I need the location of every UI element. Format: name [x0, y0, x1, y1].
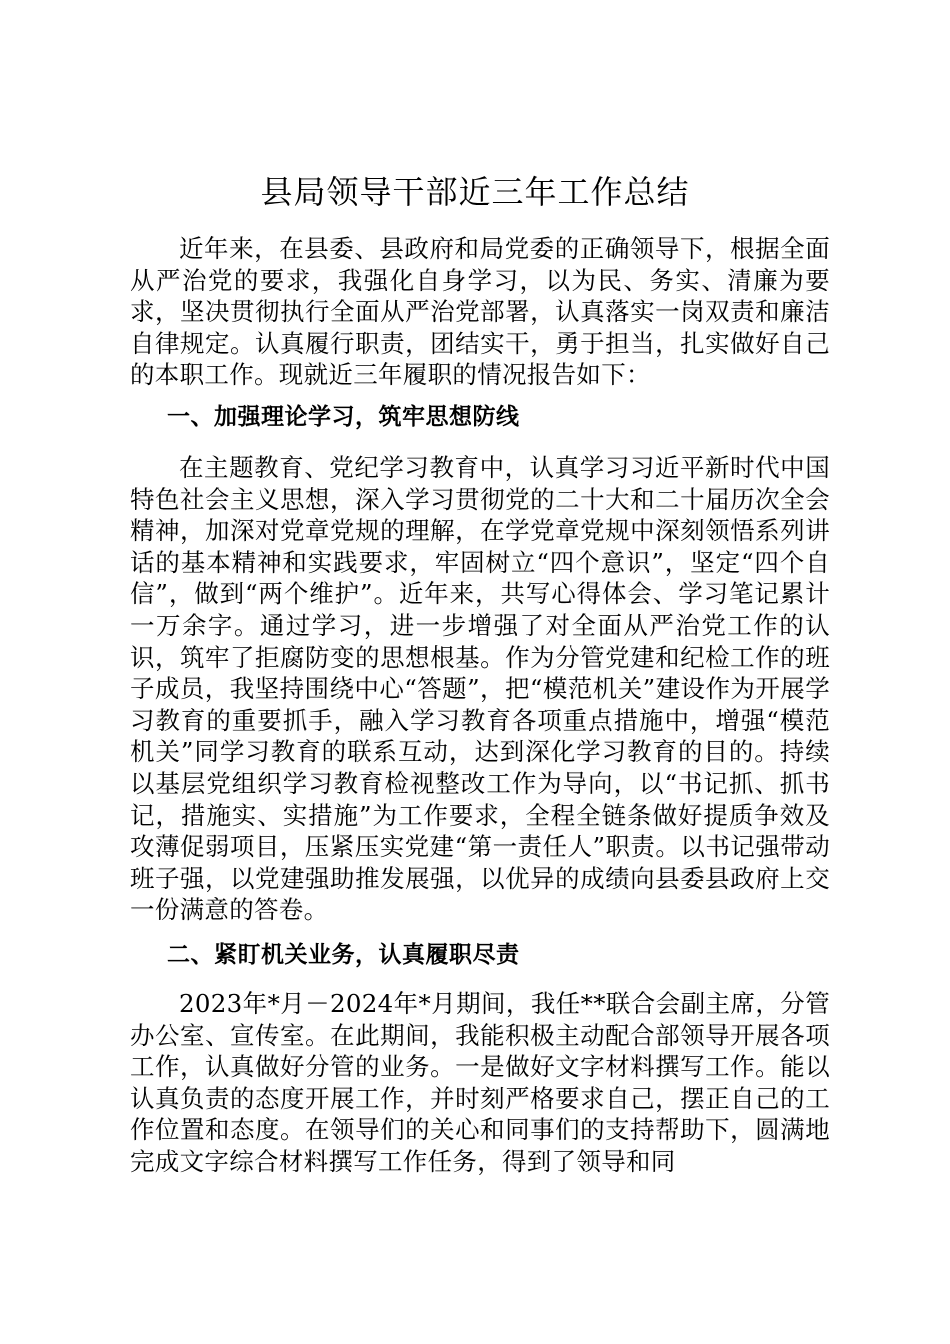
section-2-paragraph: 2023年*月－2024年*月期间，我任**联合会副主席，分管办公室、宣传室。在此期间，我能积极主动配合部领导开展各项工作，认真做好分管的业务。一是做好文字材料撰写工作。能以认真负责的态度开展工作，并时刻严格要求自己，摆正自己的工作位置和态度。在领导们的关心和同事们的支持帮助下，圆满地完成文字综合材料撰写工作任务，得到了领导和同 [130, 989, 830, 1176]
section-2-heading: 二、紧盯机关业务，认真履职尽责 [167, 942, 520, 968]
section-1-paragraph: 在主题教育、党纪学习教育中，认真学习习近平新时代中国特色社会主义思想，深入学习贯彻党的二十大和二十届历次全会精神，加深对党章党规的理解，在学党章党规中深刻领悟系列讲话的基本精神和实践要求，牢固树立“四个意识”，坚定“四个自信”，做到“两个维护”。近年来，共写心得体会、学习笔记累计一万余字。通过学习，进一步增强了对全面从严治党工作的认识，筑牢了拒腐防变的思想根基。作为分管党建和纪检工作的班子成员，我坚持围绕中心“答题”，把“模范机关”建设作为开展学习教育的重要抓手，融入学习教育各项重点措施中，增强“模范机关”同学习教育的联系互动，达到深化学习教育的目的。持续以基层党组织学习教育检视整改工作为导向，以“书记抓、抓书记，措施实、实措施”为工作要求，全程全链条做好提质争效及攻薄促弱项目，压紧压实党建“第一责任人”职责。以书记强带动班子强，以党建强助推发展强，以优异的成绩向县委县政府上交一份满意的答卷。 [130, 453, 831, 925]
document-title: 县局领导干部近三年工作总结 [260, 173, 690, 211]
intro-paragraph: 近年来，在县委、县政府和局党委的正确领导下，根据全面从严治党的要求，我强化自身学习，以为民、务实、清廉为要求，坚决贯彻执行全面从严治党部署，认真落实一岗双责和廉洁自律规定。认真履行职责，团结实干，勇于担当，扎实做好自己的本职工作。现就近三年履职的情况报告如下： [130, 234, 830, 390]
section-1-heading: 一、加强理论学习，筑牢思想防线 [167, 404, 520, 430]
